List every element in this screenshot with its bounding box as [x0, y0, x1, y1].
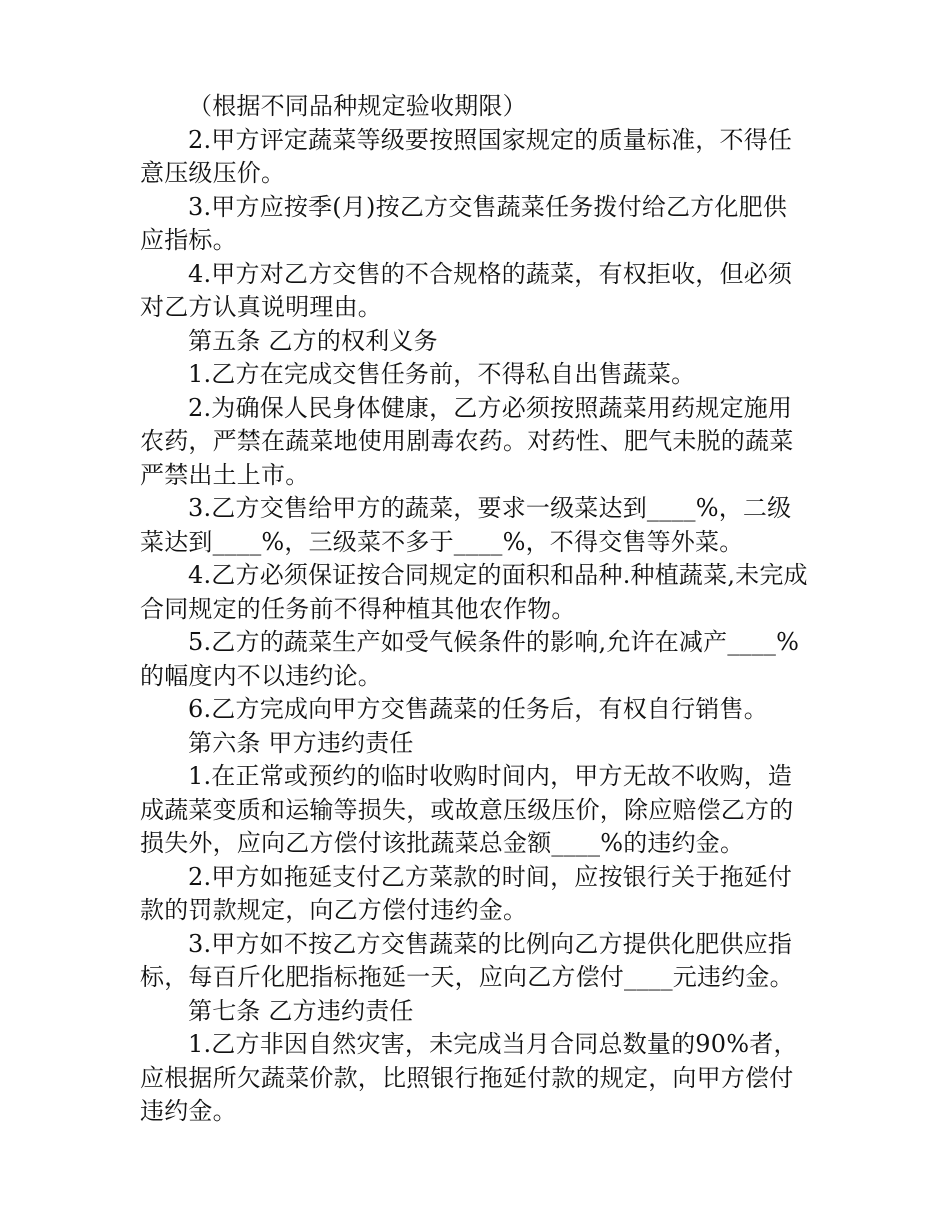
paragraph-party-b-area: 4.乙方必须保证按合同规定的面积和品种.种植蔬菜,未完成合同规定的任务前不得种植其他农作物。: [140, 561, 808, 623]
paragraph-party-b-pesticide: 2.为确保人民身体健康，乙方必须按照蔬菜用药规定施用农药，严禁在蔬菜地使用剧毒农药。对药性、肥气未脱的蔬菜严禁出土上市。: [140, 393, 794, 489]
paragraph-party-a-liability-payment: 2.甲方如拖延支付乙方菜款的时间，应按银行关于拖延付款的罚款规定，向乙方偿付违约金。: [140, 862, 793, 924]
paragraph-party-b-grades: 3.乙方交售给甲方的蔬菜，要求一级菜达到____%，二级菜达到____%，三级菜不多于____%，不得交售等外菜。: [140, 494, 792, 556]
paragraph-party-a-liability-purchase: 1.在正常或预约的临时收购时间内，甲方无故不收购，造成蔬菜变质和运输等损失，或故意压级压价，除应赔偿乙方的损失外，应向乙方偿付该批蔬菜总金额____%的违约金。: [140, 762, 794, 857]
section-heading-article-5: 第五条 乙方的权利义务: [188, 326, 438, 355]
paragraph-party-a-grading: 2.甲方评定蔬菜等级要按照国家规定的质量标准，不得任意压级压价。: [140, 125, 793, 187]
paragraph-party-b-weather: 5.乙方的蔬菜生产如受气候条件的影响,允许在减产____%的幅度内不以违约论。: [140, 628, 800, 690]
paragraph-party-b-self-sale: 6.乙方完成向甲方交售蔬菜的任务后，有权自行销售。: [188, 695, 768, 723]
section-heading-article-7: 第七条 乙方违约责任: [188, 996, 414, 1025]
paragraph-party-a-fertilizer: 3.甲方应按季(月)按乙方交售蔬菜任务拨付给乙方化肥供应指标。: [140, 192, 788, 254]
paragraph-party-b-no-private-sale: 1.乙方在完成交售任务前，不得私自出售蔬菜。: [188, 360, 696, 388]
paragraph-acceptance-period-note: （根据不同品种规定验收期限）: [188, 92, 527, 120]
paragraph-party-a-liability-fertilizer: 3.甲方如不按乙方交售蔬菜的比例向乙方提供化肥供应指标，每百斤化肥指标拖延一天，应向乙方偿付____元违约金。: [140, 929, 794, 991]
paragraph-party-b-liability-quantity: 1.乙方非因自然灾害，未完成当月合同总数量的90%者，应根据所欠蔬菜价款，比照银行拖延付款的规定，向甲方偿付违约金。: [140, 1030, 798, 1125]
section-heading-article-6: 第六条 甲方违约责任: [188, 728, 414, 757]
paragraph-party-a-reject: 4.甲方对乙方交售的不合规格的蔬菜，有权拒收，但必须对乙方认真说明理由。: [140, 259, 793, 321]
